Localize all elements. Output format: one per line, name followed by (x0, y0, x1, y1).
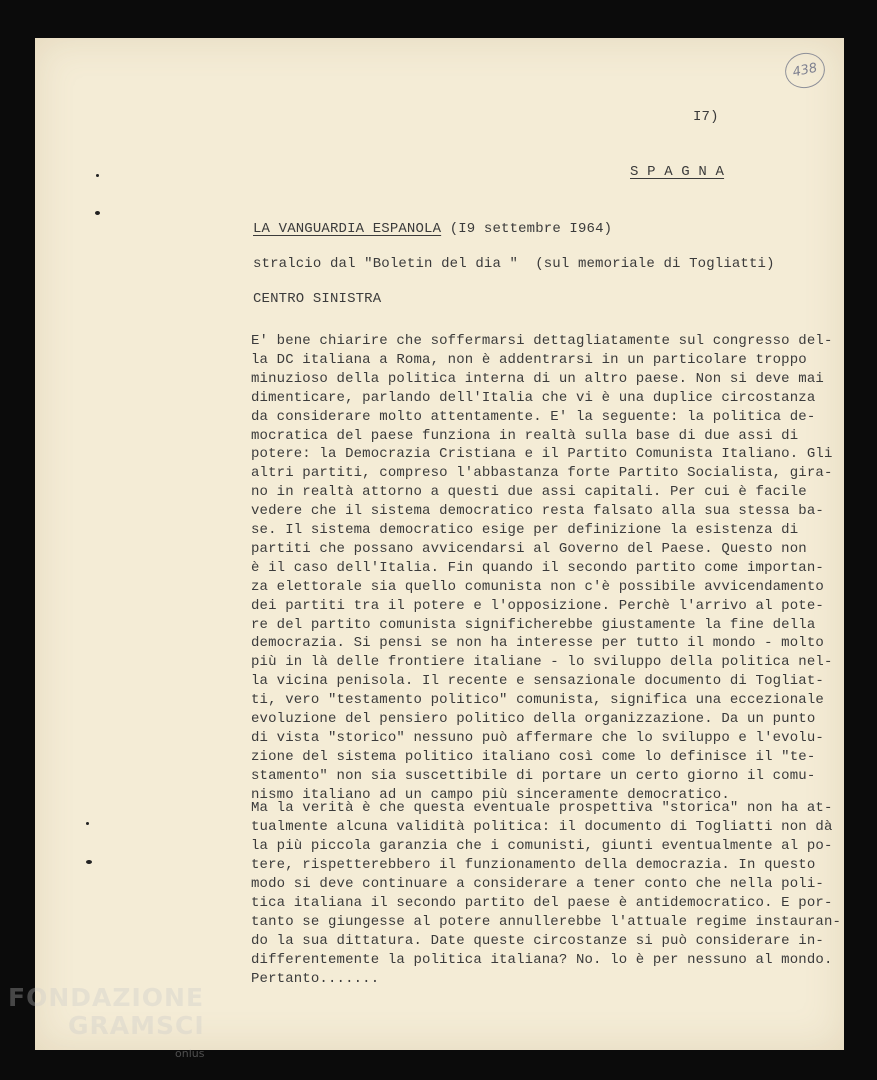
margin-mark (86, 860, 92, 864)
text-line: Ma la verità è che questa eventuale prospettiva "storica" non ha at- (251, 800, 833, 816)
watermark-logo (8, 984, 205, 1040)
watermark-onlus: onlus (175, 1047, 205, 1060)
text-line: dei partiti tra il potere e l'opposizione. Perchè l'arrivo al pote- (251, 597, 824, 614)
text-line: stamento" non sia suscettibile di portare un certo giorno il comu- (251, 767, 816, 784)
text-line: mocratica del paese funziona in realtà sulla base di due assi di (251, 427, 799, 444)
text-line: la vicina penisola. Il recente e sensazionale documento di Togliat- (251, 673, 824, 690)
text-line: no in realtà attorno a questi due assi capitali. Per cui è facile (251, 484, 807, 501)
margin-mark (96, 174, 99, 177)
source-line (253, 221, 612, 237)
country-heading: S P A G N A (630, 164, 725, 180)
section-heading: CENTRO SINISTRA (253, 291, 382, 307)
margin-mark (86, 822, 89, 825)
text-line: tica italiana il secondo partito del paese è antidemocratico. E por- (251, 895, 833, 911)
text-line: democrazia. Si pensi se non ha interesse per tutto il mondo - molto (251, 635, 824, 652)
text-line: tere, rispetterebbero il funzionamento della democrazia. In questo (251, 857, 816, 873)
text-line: è il caso dell'Italia. Fin quando il secondo partito come importan- (251, 559, 824, 576)
text-line: potere: la Democrazia Cristiana e il Partito Comunista Italiano. Gli (251, 446, 833, 463)
text-line: dimenticare, parlando dell'Italia che vi è una duplice circostanza (251, 389, 816, 406)
newspaper-name: LA VANGUARDIA ESPANOLA (253, 221, 442, 237)
text-line: se. Il sistema democratico esige per definizione la esistenza di (251, 522, 799, 538)
text-line: la più piccola garanzia che i comunisti, giunti eventualmente al po- (251, 838, 833, 854)
watermark-line-2: GRAMSCI (68, 1011, 205, 1040)
text-line: E' bene chiarire che soffermarsi dettagliatamente sul congresso del- (251, 333, 833, 349)
text-line: più in là delle frontiere italiane - lo sviluppo della politica nel- (251, 654, 833, 671)
source-date: (I9 settembre I964) (449, 221, 613, 237)
text-line: evoluzione del pensiero politico della organizzazione. Da un punto (251, 711, 816, 727)
text-line: tualmente alcuna validità politica: il documento di Togliatti non dà (251, 819, 833, 835)
text-line: tanto se giungesse al potere annullerebbe l'attuale regime instauran- (251, 914, 842, 930)
text-line: differentemente la politica italiana? No. lo è per nessuno al mondo. (251, 952, 833, 968)
text-line: za elettorale sia quello comunista non c'è possibile avvicendamento (251, 578, 824, 595)
text-line: da considerare molto attentamente. E' la seguente: la politica de- (251, 408, 816, 425)
text-line: altri partiti, compreso l'abbastanza forte Partito Socialista, gira- (251, 465, 833, 482)
text-line: Pertanto....... (251, 971, 380, 987)
text-line: re del partito comunista significherebbe giustamente la fine della (251, 616, 816, 633)
text-line: minuzioso della politica interna di un altro paese. Non si deve mai (251, 370, 824, 387)
text-line: modo si deve continuare a considerare a tener conto che nella poli- (251, 876, 824, 892)
text-line: nismo italiano ad un campo più sinceramente democratico. (251, 786, 730, 803)
archive-stamp: 438 (782, 49, 828, 92)
page-number: I7) (693, 109, 719, 125)
text-line: ti, vero "testamento politico" comunista, significa una eccezionale (251, 692, 824, 709)
margin-mark (95, 211, 100, 215)
subtitle: stralcio dal "Boletin del dia " (sul memoriale di Togliatti) (253, 256, 775, 272)
text-line: di vista "storico" nessuno può affermare che lo sviluppo e l'evolu- (251, 729, 824, 746)
text-line: partiti che possano avvicendarsi al Governo del Paese. Questo non (251, 540, 807, 557)
text-line: do la sua dittatura. Date queste circostanze si può considerare in- (251, 933, 824, 949)
watermark-line-1: FONDAZIONE (8, 983, 205, 1012)
text-line: zione del sistema politico italiano così come lo definisce il "te- (251, 748, 816, 765)
text-line: la DC italiana a Roma, non è addentrarsi in un particolare troppo (251, 351, 807, 368)
text-line: vedere che il sistema democratico resta falsato alla sua stessa ba- (251, 503, 824, 520)
